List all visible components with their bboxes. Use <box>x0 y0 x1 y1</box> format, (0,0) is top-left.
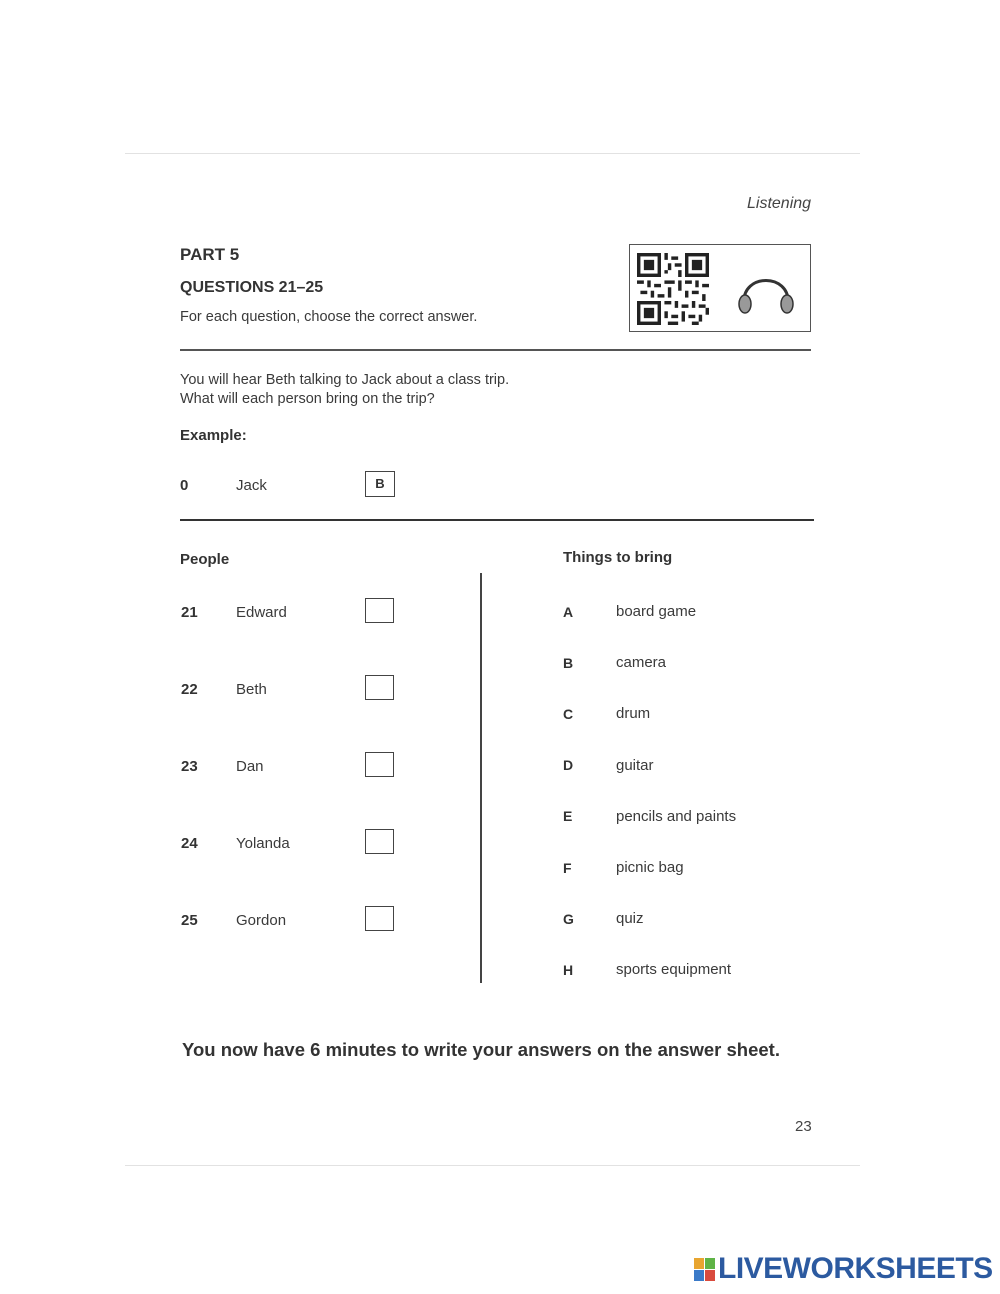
option-letter: D <box>563 757 574 773</box>
answer-box-24[interactable] <box>365 829 394 854</box>
option-letter: B <box>563 655 574 671</box>
section-label: Listening <box>747 195 812 212</box>
page-bottom-edge <box>125 1165 860 1166</box>
option-letter: A <box>563 604 574 620</box>
people-heading: People <box>180 551 230 568</box>
column-divider <box>480 573 482 983</box>
example-name: Jack <box>236 477 267 494</box>
example-number: 0 <box>180 477 189 494</box>
option-letter: C <box>563 706 574 722</box>
brand-logo[interactable] <box>694 1252 994 1288</box>
option-letter: F <box>563 860 572 876</box>
person-name: Dan <box>236 758 264 775</box>
qr-code-icon[interactable] <box>637 253 709 325</box>
question-number: 22 <box>181 681 198 698</box>
page-number: 23 <box>795 1118 812 1135</box>
intro-line-1: You will hear Beth talking to Jack about a class trip. <box>180 372 510 388</box>
example-label: Example: <box>180 427 247 444</box>
person-name: Edward <box>236 604 287 621</box>
questions-range: QUESTIONS 21–25 <box>180 279 324 296</box>
answer-box-21[interactable] <box>365 598 394 623</box>
option-text: camera <box>616 654 667 671</box>
question-number: 24 <box>181 835 198 852</box>
liveworksheets-logo-icon <box>694 1258 716 1282</box>
person-name: Beth <box>236 681 267 698</box>
answer-box-22[interactable] <box>365 675 394 700</box>
question-number: 25 <box>181 912 198 929</box>
option-text: quiz <box>616 910 644 927</box>
person-name: Gordon <box>236 912 287 929</box>
page-top-edge <box>125 153 860 154</box>
final-instruction: You now have 6 minutes to write your answers on the answer sheet. <box>182 1039 780 1060</box>
audio-link-box[interactable] <box>629 244 811 332</box>
part-title: PART 5 <box>180 245 240 264</box>
option-text: guitar <box>616 757 654 774</box>
question-number: 21 <box>181 604 198 621</box>
divider-example <box>180 519 814 521</box>
instruction: For each question, choose the correct answer. <box>180 309 478 325</box>
option-text: drum <box>616 705 651 722</box>
option-text: sports equipment <box>616 961 732 978</box>
option-text: pencils and paints <box>616 808 737 825</box>
option-text: board game <box>616 603 697 620</box>
option-letter: H <box>563 962 574 978</box>
option-letter: E <box>563 808 573 824</box>
divider-top <box>180 349 811 351</box>
person-name: Yolanda <box>236 835 290 852</box>
option-text: picnic bag <box>616 859 684 876</box>
answer-box-25[interactable] <box>365 906 394 931</box>
headphones-icon <box>734 261 798 321</box>
intro-line-2: What will each person bring on the trip? <box>180 391 435 407</box>
question-number: 23 <box>181 758 198 775</box>
example-answer-box: B <box>365 471 395 497</box>
answer-box-23[interactable] <box>365 752 394 777</box>
option-letter: G <box>563 911 574 927</box>
things-heading: Things to bring <box>563 549 673 566</box>
brand-name: LIVEWORKSHEETS <box>718 1252 993 1285</box>
